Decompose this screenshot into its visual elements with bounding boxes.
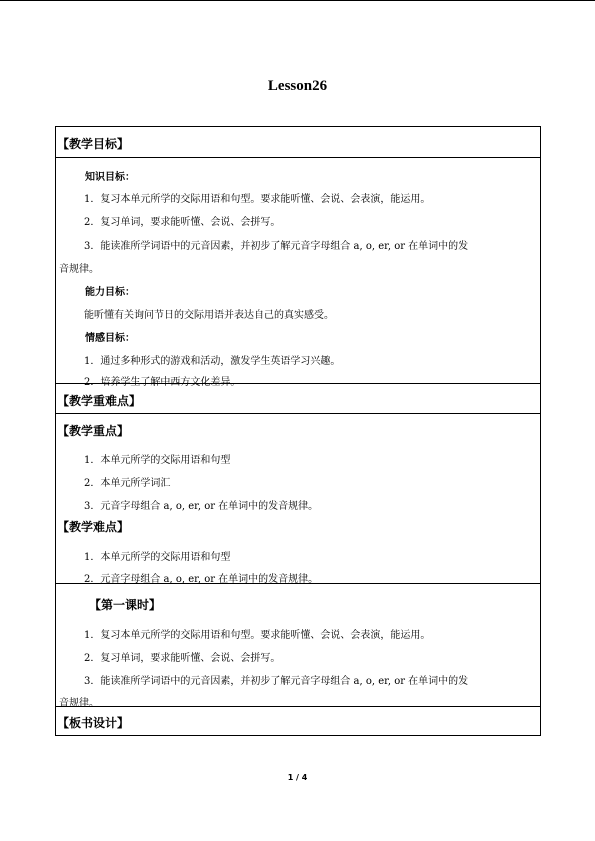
key-points-row [56, 413, 540, 583]
first-period-item-1: 1．复习本单元所学的交际用语和句型。要求能听懂、会说、会表演，能运用。 [84, 630, 431, 641]
ability-goals-label: 能力目标： [85, 287, 135, 298]
difficult-point-2: 2．元音字母组合 a, o, er, or 在单词中的发音规律。 [84, 574, 319, 585]
knowledge-item-3-cont: 音规律。 [59, 264, 99, 275]
difficult-points-header: 【教学难点】 [57, 520, 130, 534]
board-design-row [56, 706, 540, 735]
difficult-point-1: 1．本单元所学的交际用语和句型 [84, 552, 231, 563]
knowledge-item-2: 2．复习单词，要求能听懂、会说、会拼写。 [84, 217, 281, 228]
key-difficult-header: 【教学重难点】 [57, 394, 142, 408]
key-points-header: 【教学重点】 [57, 424, 130, 438]
lesson-plan-table [55, 126, 541, 736]
knowledge-item-3: 3．能读准所学词语中的元音因素，并初步了解元音字母组合 a, o, er, or 在单词中的发 [84, 241, 469, 252]
key-point-2: 2．本单元所学词汇 [84, 478, 171, 489]
goals-body-row [56, 157, 540, 388]
key-point-3: 3．元音字母组合 a, o, er, or 在单词中的发音规律。 [84, 501, 319, 512]
emotion-goals-label: 情感目标： [85, 333, 135, 344]
goals-header: 【教学目标】 [57, 137, 130, 151]
first-period-header: 【第一课时】 [89, 598, 162, 612]
page-title: Lesson26 [267, 78, 328, 94]
first-period-item-3: 3．能读准所学词语中的元音因素，并初步了解元音字母组合 a, o, er, or 在单词中的发 [84, 676, 469, 687]
first-period-item-2: 2．复习单词，要求能听懂、会说、会拼写。 [84, 653, 281, 664]
top-border-rule [0, 0, 595, 1]
knowledge-goals-label: 知识目标： [85, 172, 135, 183]
emotion-item-2: 2．培养学生了解中西方文化差异。 [84, 377, 241, 388]
key-difficult-header-row [56, 383, 540, 413]
page-number: 1 / 4 [287, 773, 308, 782]
knowledge-item-1: 1．复习本单元所学的交际用语和句型。要求能听懂、会说、会表演，能运用。 [84, 194, 431, 205]
first-period-row [56, 583, 540, 709]
emotion-item-1: 1．通过多种形式的游戏和活动，激发学生英语学习兴趣。 [84, 356, 341, 367]
goals-header-row [56, 127, 540, 157]
board-design-header: 【板书设计】 [57, 716, 130, 730]
ability-goals-text: 能听懂有关询问节日的交际用语并表达自己的真实感受。 [84, 310, 334, 321]
key-point-1: 1．本单元所学的交际用语和句型 [84, 455, 231, 466]
first-period-item-3-cont: 音规律。 [59, 698, 99, 709]
